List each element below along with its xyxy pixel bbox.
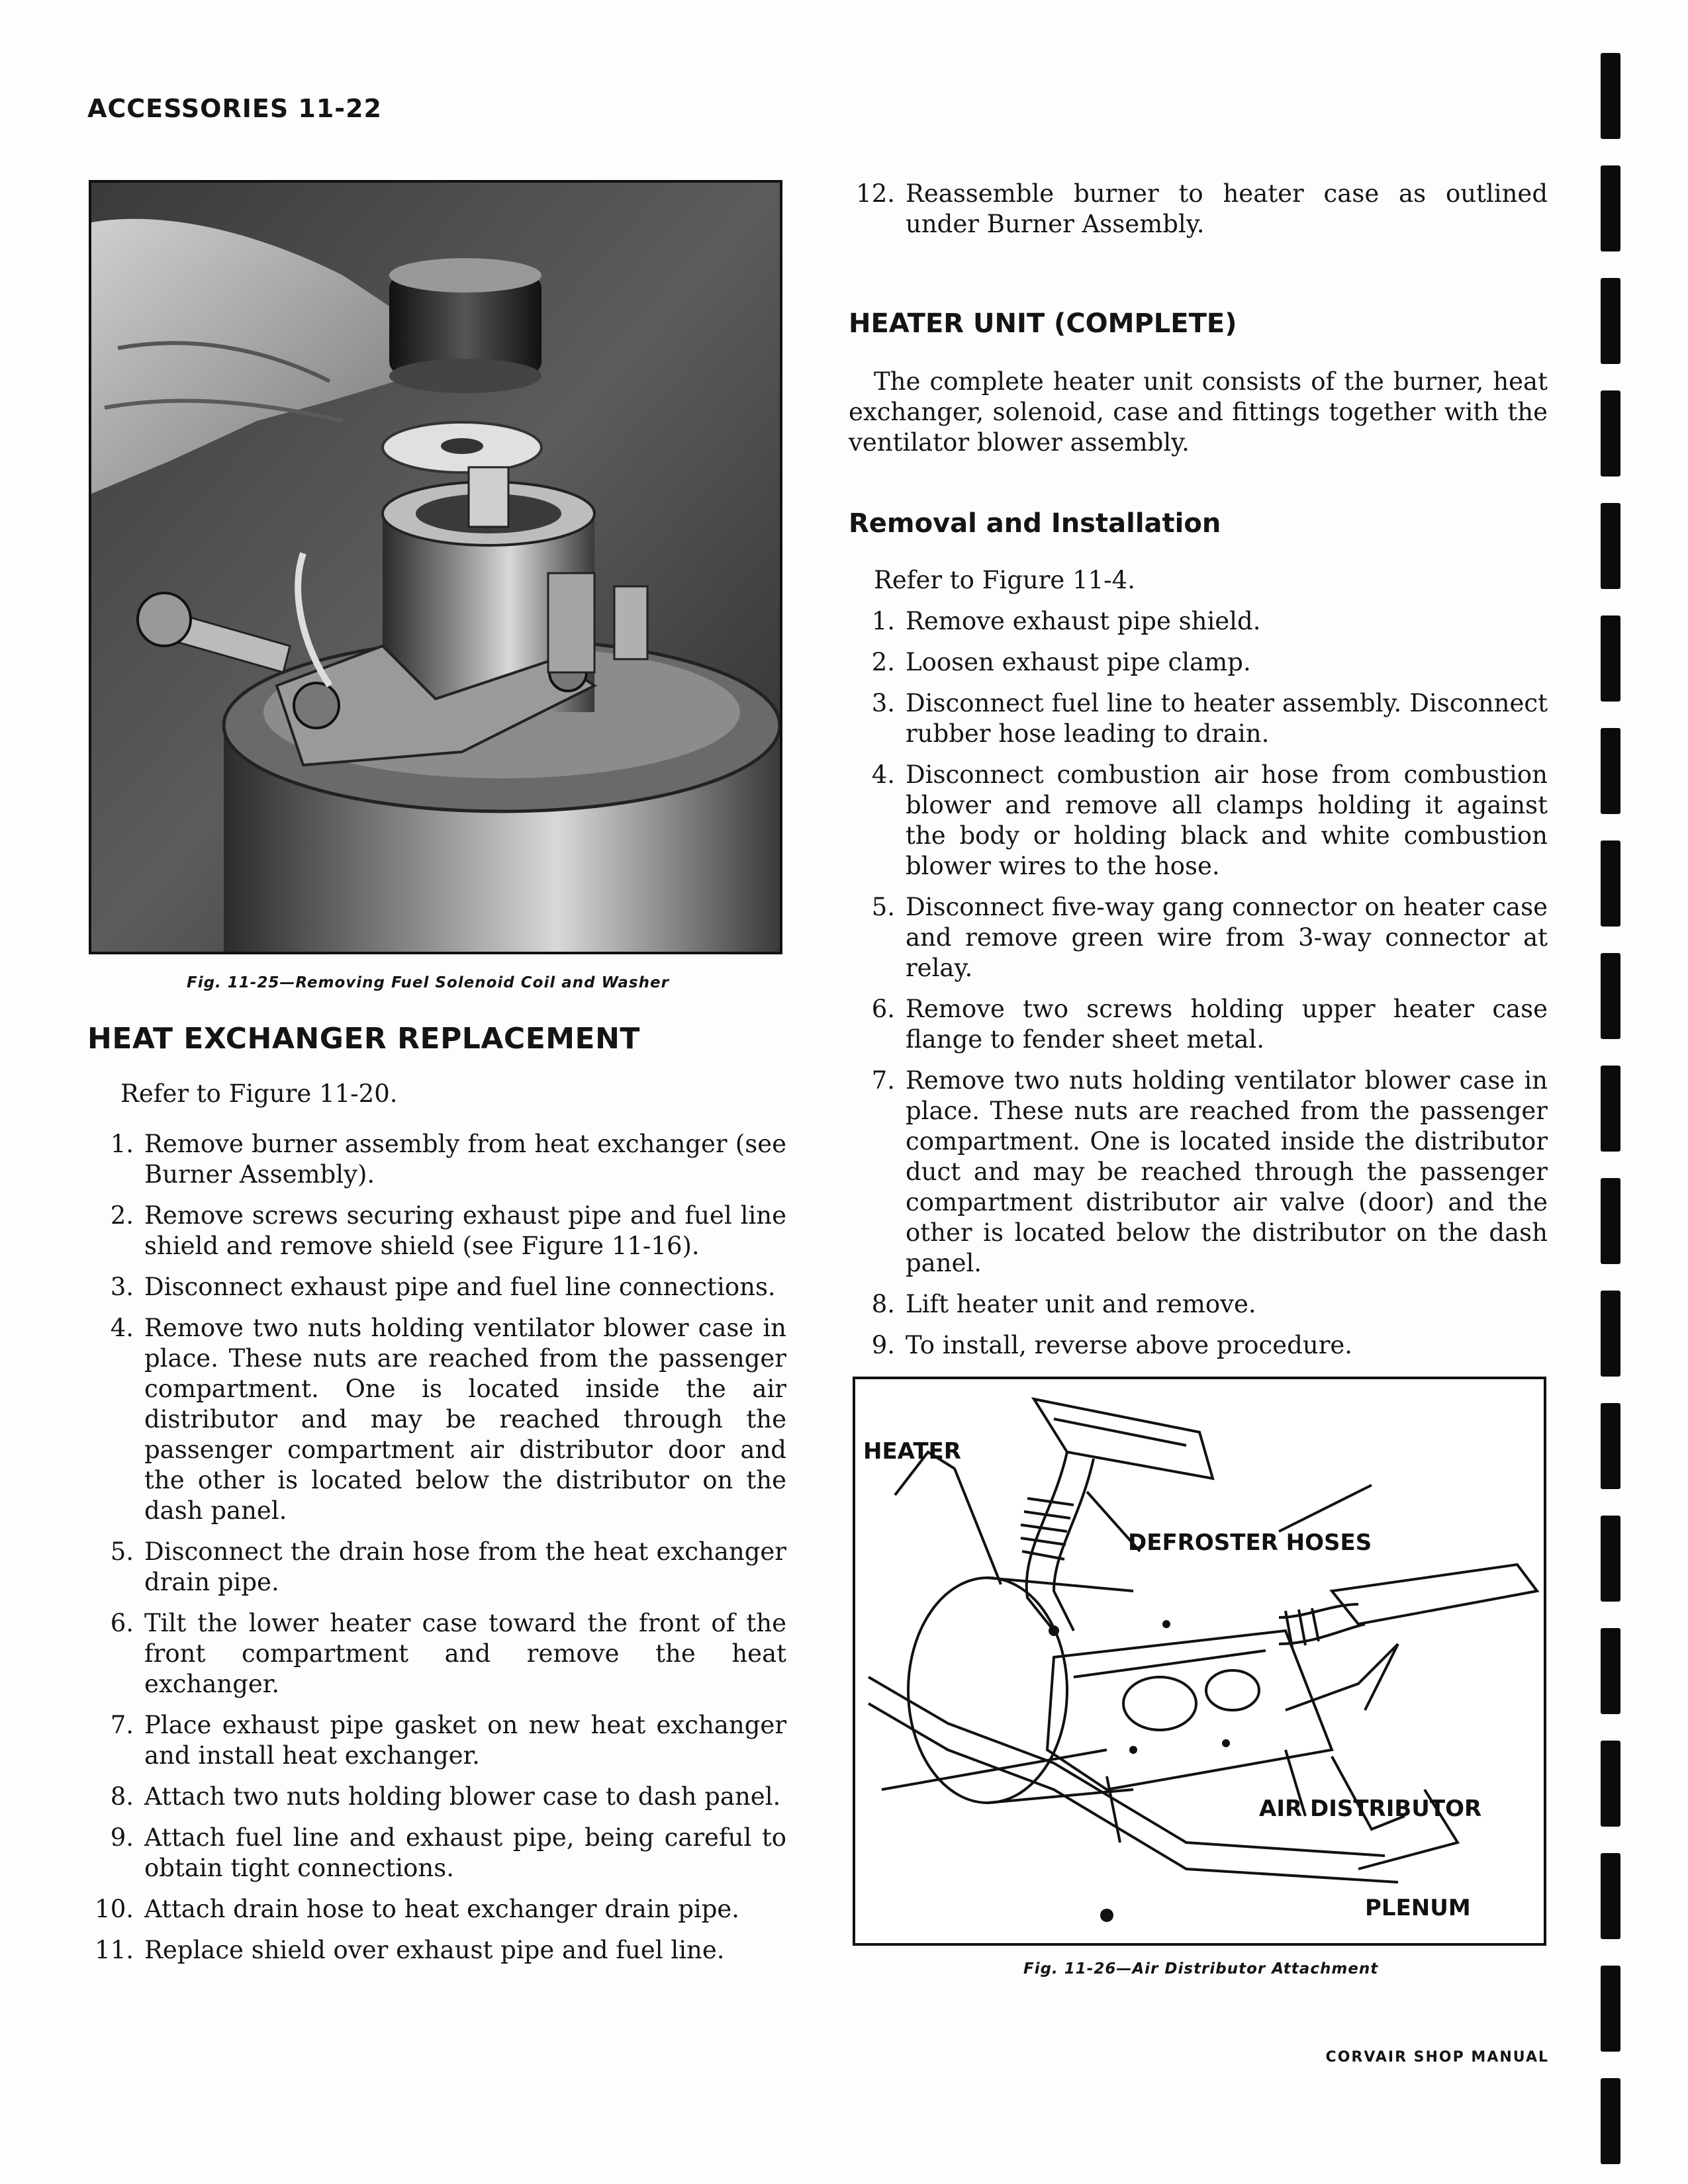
list-item <box>849 760 1548 882</box>
step-number: 5. <box>110 1537 134 1566</box>
defroster-hoses-label: DEFROSTER HOSES <box>1128 1529 1372 1556</box>
list-item <box>849 1289 1548 1320</box>
step-text: Disconnect five-way gang connector on heater case and remove green wire from 3-way connector at relay. <box>906 893 1548 982</box>
heater-label: HEATER <box>863 1438 961 1465</box>
step-text: Remove screws securing exhaust pipe and fuel line shield and remove shield (see Figure 11-16). <box>144 1201 786 1260</box>
step-text: Attach drain hose to heat exchanger drain pipe. <box>144 1895 740 1923</box>
step-number: 9. <box>110 1823 134 1852</box>
step-text: Disconnect exhaust pipe and fuel line connections. <box>144 1273 776 1301</box>
solenoid-photo-drawing <box>91 183 780 952</box>
step-number: 3. <box>110 1273 134 1301</box>
step-text: Attach two nuts holding blower case to dash panel. <box>144 1782 781 1811</box>
heater-unit-text: The complete heater unit consists of the burner, heat exchanger, solenoid, case and fittings together with the ventilator blower assembly. <box>849 367 1548 457</box>
step-number: 4. <box>871 760 895 789</box>
list-item <box>87 1608 786 1700</box>
step-number: 11. <box>95 1936 134 1964</box>
list-item <box>87 1313 786 1526</box>
margin-marks <box>1601 0 1627 2184</box>
list-item <box>87 1935 786 1966</box>
page-footer: CORVAIR SHOP MANUAL <box>1325 2049 1549 2066</box>
step-number: 6. <box>110 1609 134 1637</box>
step-text: Remove two nuts holding ventilator blower case in place. These nuts are reached from the passenger compartment. One is located inside the air distributor and may be reached through the passenger compartment air distributor door and the other is located below the distributor on the dash panel. <box>144 1314 786 1525</box>
list-item <box>849 179 1548 240</box>
step-text: Disconnect combustion air hose from combustion blower and remove all clamps holding it against the body or holding black and white combustion blower wires to the hose. <box>906 760 1548 880</box>
step-text: Remove two nuts holding ventilator blower case in place. These nuts are reached from the passenger compartment. One is located inside the distributor duct and may be reached through the passenger compartment distributor air valve (door) and the other is located below the distributor on the dash panel. <box>906 1066 1548 1277</box>
step-number: 9. <box>871 1331 895 1359</box>
step-number: 12. <box>856 179 895 208</box>
plenum-label: PLENUM <box>1365 1895 1471 1921</box>
step-number: 7. <box>871 1066 895 1095</box>
step-text: Disconnect fuel line to heater assembly. Disconnect rubber hose leading to drain. <box>906 689 1548 748</box>
step-number: 6. <box>871 995 895 1023</box>
figure-11-25-caption: Fig. 11-25—Removing Fuel Solenoid Coil and Washer <box>187 974 669 991</box>
step-text: Loosen exhaust pipe clamp. <box>906 648 1251 676</box>
step-number: 8. <box>871 1290 895 1318</box>
step-number: 1. <box>871 607 895 635</box>
step-number: 7. <box>110 1711 134 1739</box>
removal-intro: Refer to Figure 11-4. <box>874 566 1135 594</box>
step-number: 1. <box>110 1130 134 1158</box>
list-item <box>849 892 1548 983</box>
air-distributor-diagram <box>853 1377 1546 1946</box>
list-item <box>849 994 1548 1055</box>
air-distributor-drawing <box>855 1379 1544 1943</box>
step-number: 5. <box>871 893 895 921</box>
step-12-list <box>849 179 1548 250</box>
step-number: 2. <box>110 1201 134 1230</box>
heat-exchanger-heading: HEAT EXCHANGER REPLACEMENT <box>87 1022 640 1056</box>
step-number: 3. <box>871 689 895 717</box>
list-item <box>849 1066 1548 1279</box>
list-item <box>87 1894 786 1925</box>
step-number: 2. <box>871 648 895 676</box>
list-item <box>87 1782 786 1812</box>
step-number: 10. <box>95 1895 134 1923</box>
air-distributor-label: AIR DISTRIBUTOR <box>1259 1796 1482 1822</box>
list-item <box>87 1537 786 1598</box>
step-number: 4. <box>110 1314 134 1342</box>
step-text: Place exhaust pipe gasket on new heat exchanger and install heat exchanger. <box>144 1711 786 1770</box>
step-text: Remove burner assembly from heat exchanger (see Burner Assembly). <box>144 1130 786 1189</box>
step-text: Disconnect the drain hose from the heat exchanger drain pipe. <box>144 1537 786 1596</box>
heater-unit-heading: HEATER UNIT (COMPLETE) <box>849 308 1237 339</box>
step-text: Lift heater unit and remove. <box>906 1290 1256 1318</box>
figure-11-26-caption: Fig. 11-26—Air Distributor Attachment <box>1023 1960 1379 1978</box>
step-text: Attach fuel line and exhaust pipe, being careful to obtain tight connections. <box>144 1823 786 1882</box>
step-text: To install, reverse above procedure. <box>906 1331 1353 1359</box>
step-text: Tilt the lower heater case toward the front of the front compartment and remove the heat exchanger. <box>144 1609 786 1698</box>
step-text: Remove exhaust pipe shield. <box>906 607 1261 635</box>
step-text: Remove two screws holding upper heater case flange to fender sheet metal. <box>906 995 1548 1054</box>
list-item <box>849 606 1548 637</box>
list-item <box>849 1330 1548 1361</box>
list-item <box>849 688 1548 749</box>
list-item <box>87 1710 786 1771</box>
removal-steps <box>849 606 1548 1371</box>
list-item <box>849 647 1548 678</box>
list-item <box>87 1201 786 1261</box>
step-text: Reassemble burner to heater case as outlined under Burner Assembly. <box>906 179 1548 238</box>
heat-exchanger-intro: Refer to Figure 11-20. <box>120 1079 398 1108</box>
step-text: Replace shield over exhaust pipe and fuel line. <box>144 1936 725 1964</box>
heat-exchanger-steps <box>87 1129 786 1976</box>
removal-heading: Removal and Installation <box>849 508 1221 539</box>
list-item <box>87 1272 786 1302</box>
list-item <box>87 1129 786 1190</box>
list-item <box>87 1823 786 1884</box>
page-header: ACCESSORIES 11-22 <box>87 94 382 123</box>
step-number: 8. <box>110 1782 134 1811</box>
solenoid-coil-photo <box>89 180 782 954</box>
